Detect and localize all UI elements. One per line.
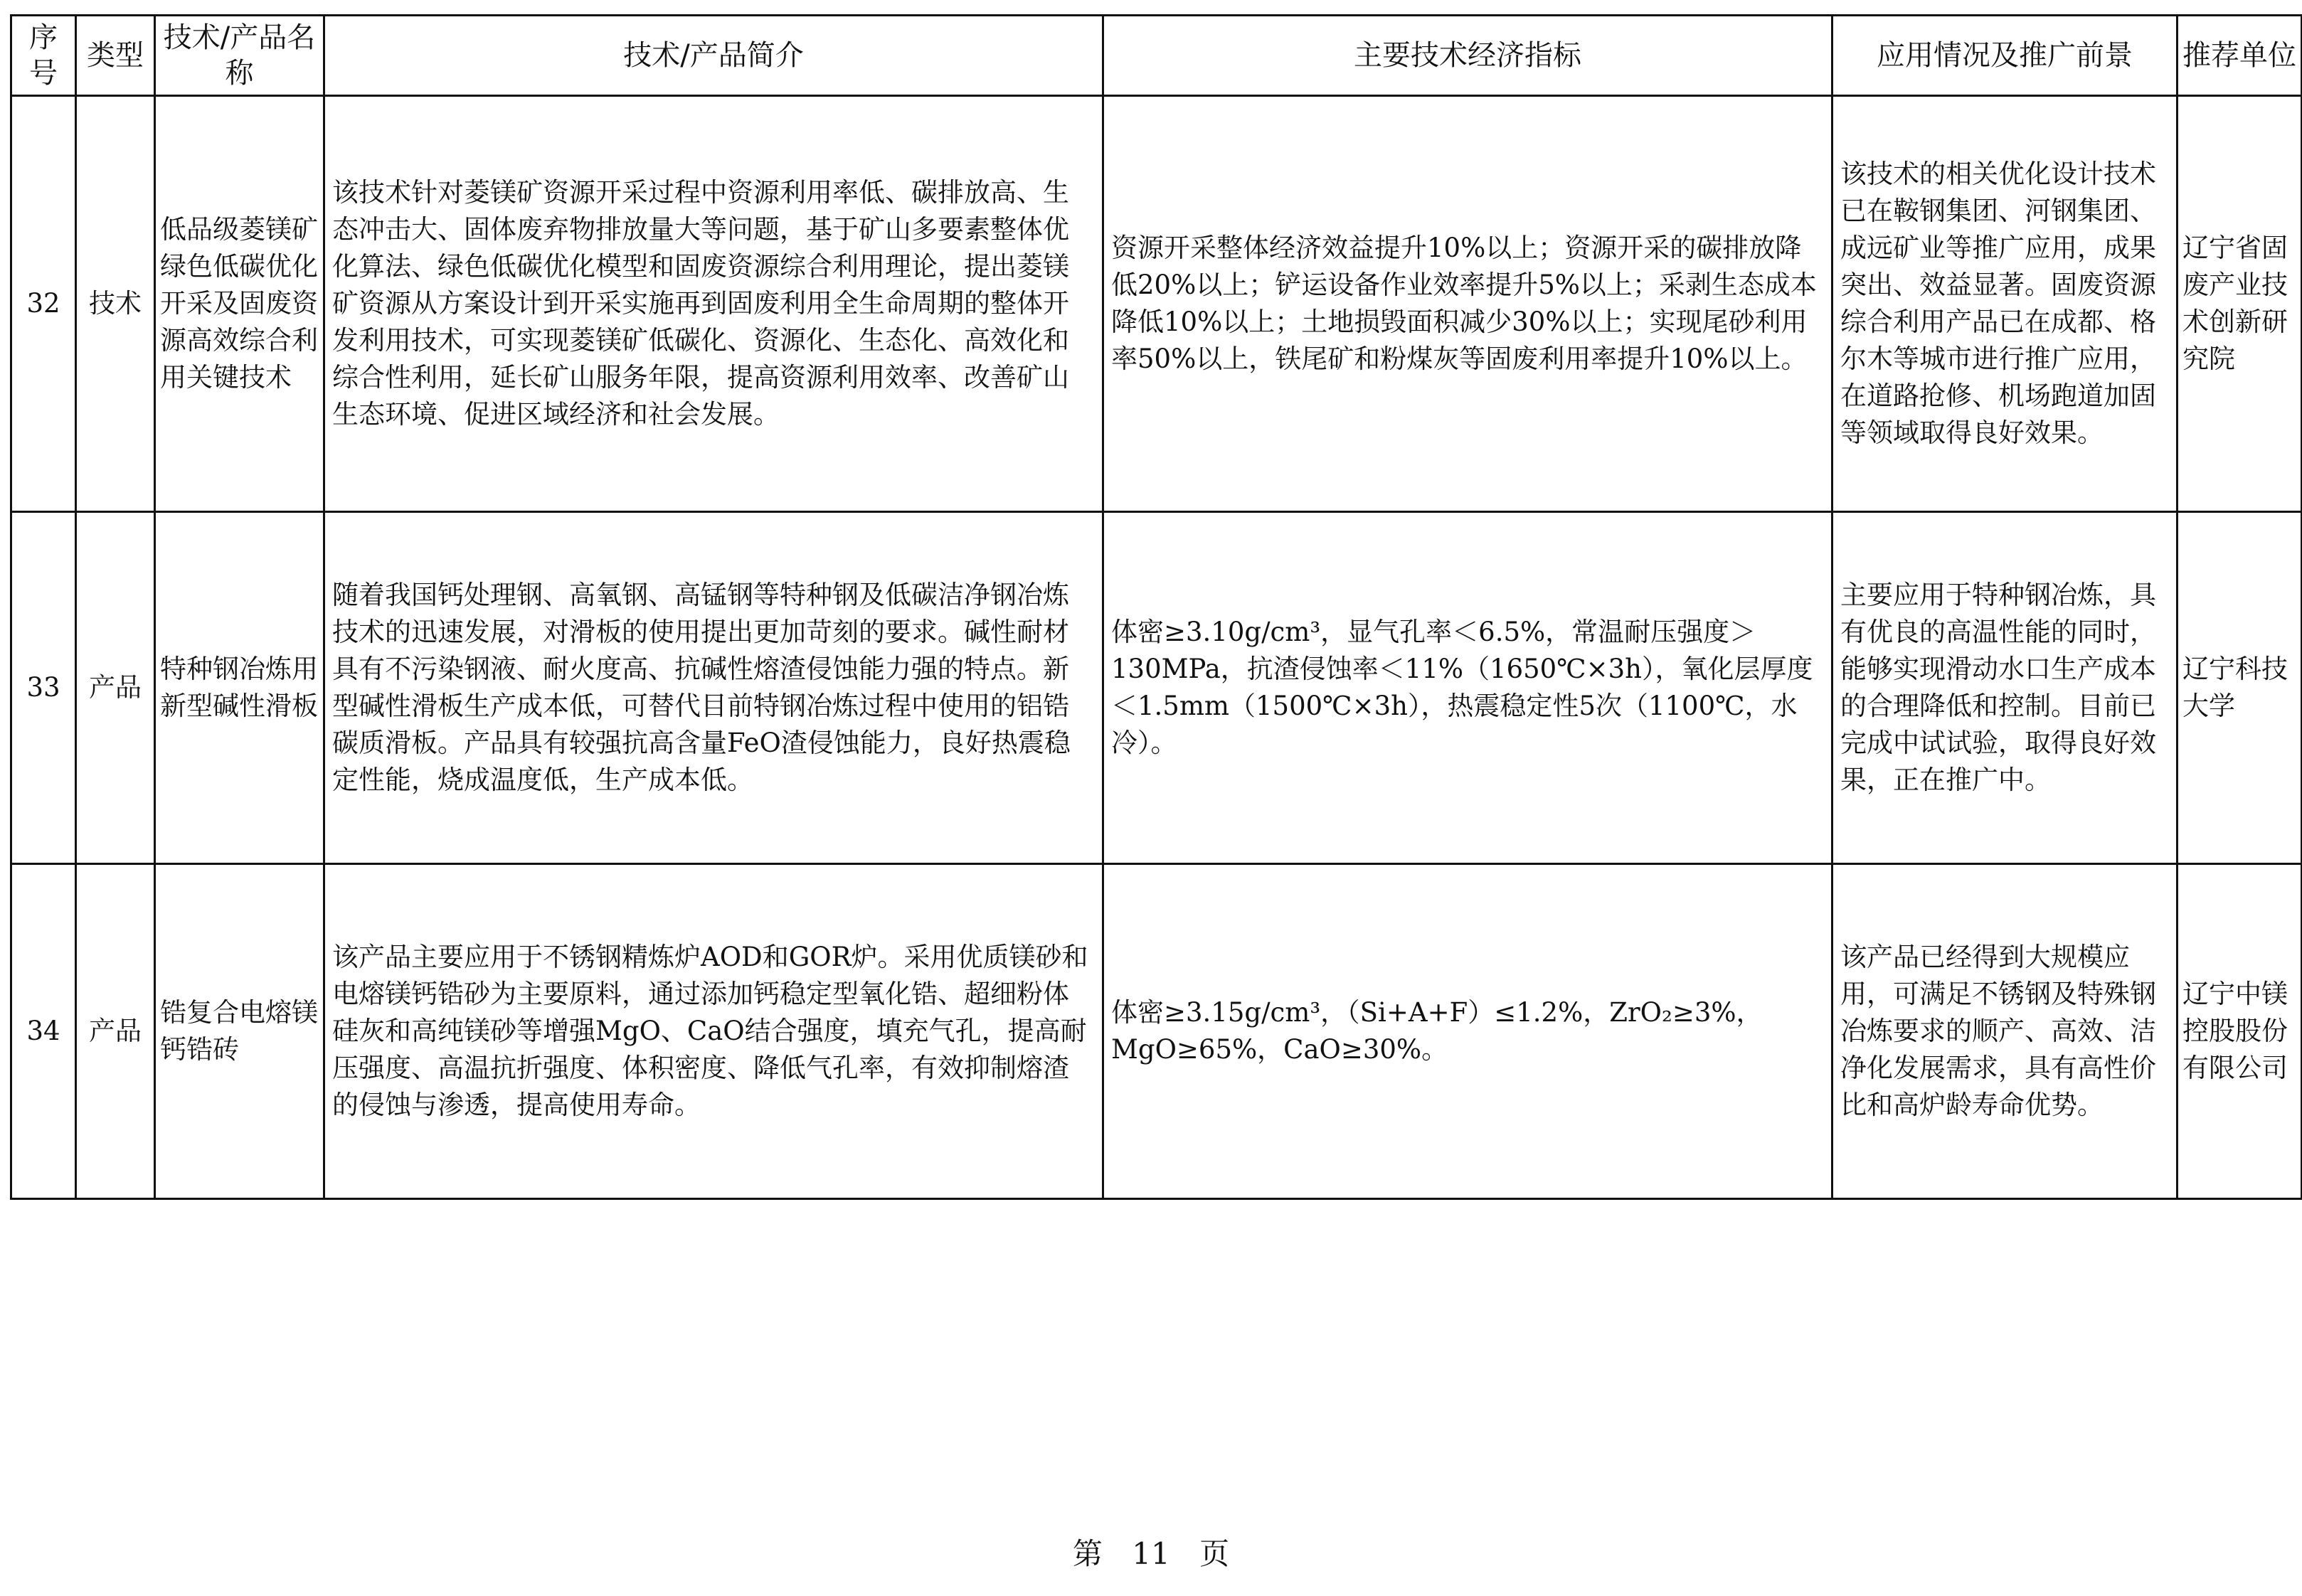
row-recommender: 辽宁省固废产业技术创新研究院 xyxy=(2178,96,2302,512)
page-footer xyxy=(0,1536,2302,1572)
row-number: 32 xyxy=(11,96,76,512)
row-intro: 随着我国钙处理钢、高氧钢、高锰钢等特种钢及低碳洁净钢冶炼技术的迅速发展，对滑板的使用提出更加苛刻的要求。碱性耐材具有不污染钢液、耐火度高、抗碱性熔渣侵蚀能力强的特点。新型碱性滑板生产成本低，可替代目前特钢冶炼过程中使用的铝锆碳质滑板。产品具有较强抗高含量FeO渣侵蚀能力，良好热震稳定性能，烧成温度低，生产成本低。 xyxy=(324,512,1103,864)
page-footer-suffix: 页 xyxy=(1199,1536,1230,1571)
row-indicators: 体密≥3.15g/cm³，（Si+A+F）≤1.2%，ZrO₂≥3%，MgO≥65%，CaO≥30%。 xyxy=(1103,864,1832,1199)
row-intro: 该产品主要应用于不锈钢精炼炉AOD和GOR炉。采用优质镁砂和电熔镁钙锆砂为主要原料，通过添加钙稳定型氧化锆、超细粉体硅灰和高纯镁砂等增强MgO、CaO结合强度，填充气孔，提高耐压强度、高温抗折强度、体积密度、降低气孔率，有效抑制熔渣的侵蚀与渗透，提高使用寿命。 xyxy=(324,864,1103,1199)
header-type: 类型 xyxy=(76,16,155,96)
row-type: 技术 xyxy=(76,96,155,512)
row-intro: 该技术针对菱镁矿资源开采过程中资源利用率低、碳排放高、生态冲击大、固体废弃物排放量大等问题，基于矿山多要素整体优化算法、绿色低碳优化模型和固废资源综合利用理论，提出菱镁矿资源从方案设计到开采实施再到固废利用全生命周期的整体开发利用技术，可实现菱镁矿低碳化、资源化、生态化、高效化和综合性利用，延长矿山服务年限，提高资源利用效率、改善矿山生态环境、促进区域经济和社会发展。 xyxy=(324,96,1103,512)
header-intro: 技术/产品简介 xyxy=(324,16,1103,96)
page-number: 11 xyxy=(1132,1536,1170,1571)
header-indicators: 主要技术经济指标 xyxy=(1103,16,1832,96)
row-number: 34 xyxy=(11,864,76,1199)
row-recommender: 辽宁中镁控股股份有限公司 xyxy=(2178,864,2302,1199)
row-indicators: 资源开采整体经济效益提升10%以上；资源开采的碳排放降低20%以上；铲运设备作业效率提升5%以上；采剥生态成本降低10%以上；土地损毁面积减少30%以上；实现尾砂利用率50%以上，铁尾矿和粉煤灰等固废利用率提升10%以上。 xyxy=(1103,96,1832,512)
table-row xyxy=(11,512,2302,864)
header-recommender: 推荐单位 xyxy=(2178,16,2302,96)
row-number: 33 xyxy=(11,512,76,864)
project-table xyxy=(10,14,2302,1200)
header-num: 序号 xyxy=(11,16,76,96)
header-row xyxy=(11,16,2302,96)
row-application: 该技术的相关优化设计技术已在鞍钢集团、河钢集团、成远矿业等推广应用，成果突出、效益显著。固废资源综合利用产品已在成都、格尔木等城市进行推广应用，在道路抢修、机场跑道加固等领域取得良好效果。 xyxy=(1832,96,2178,512)
row-type: 产品 xyxy=(76,512,155,864)
page-footer-prefix: 第 xyxy=(1072,1536,1103,1571)
table-row xyxy=(11,96,2302,512)
row-indicators: 体密≥3.10g/cm³，显气孔率＜6.5%，常温耐压强度＞130MPa，抗渣侵蚀率＜11%（1650℃×3h），氧化层厚度＜1.5mm（1500℃×3h），热震稳定性5次（1100℃，水冷）。 xyxy=(1103,512,1832,864)
row-application: 该产品已经得到大规模应用，可满足不锈钢及特殊钢冶炼要求的顺产、高效、洁净化发展需求，具有高性价比和高炉龄寿命优势。 xyxy=(1832,864,2178,1199)
header-application: 应用情况及推广前景 xyxy=(1832,16,2178,96)
row-type: 产品 xyxy=(76,864,155,1199)
row-recommender: 辽宁科技大学 xyxy=(2178,512,2302,864)
row-name: 低品级菱镁矿绿色低碳优化开采及固废资源高效综合利用关键技术 xyxy=(155,96,324,512)
row-name: 特种钢冶炼用新型碱性滑板 xyxy=(155,512,324,864)
row-name: 锆复合电熔镁钙锆砖 xyxy=(155,864,324,1199)
header-name: 技术/产品名称 xyxy=(155,16,324,96)
table-row xyxy=(11,864,2302,1199)
row-application: 主要应用于特种钢冶炼，具有优良的高温性能的同时，能够实现滑动水口生产成本的合理降低和控制。目前已完成中试试验，取得良好效果，正在推广中。 xyxy=(1832,512,2178,864)
